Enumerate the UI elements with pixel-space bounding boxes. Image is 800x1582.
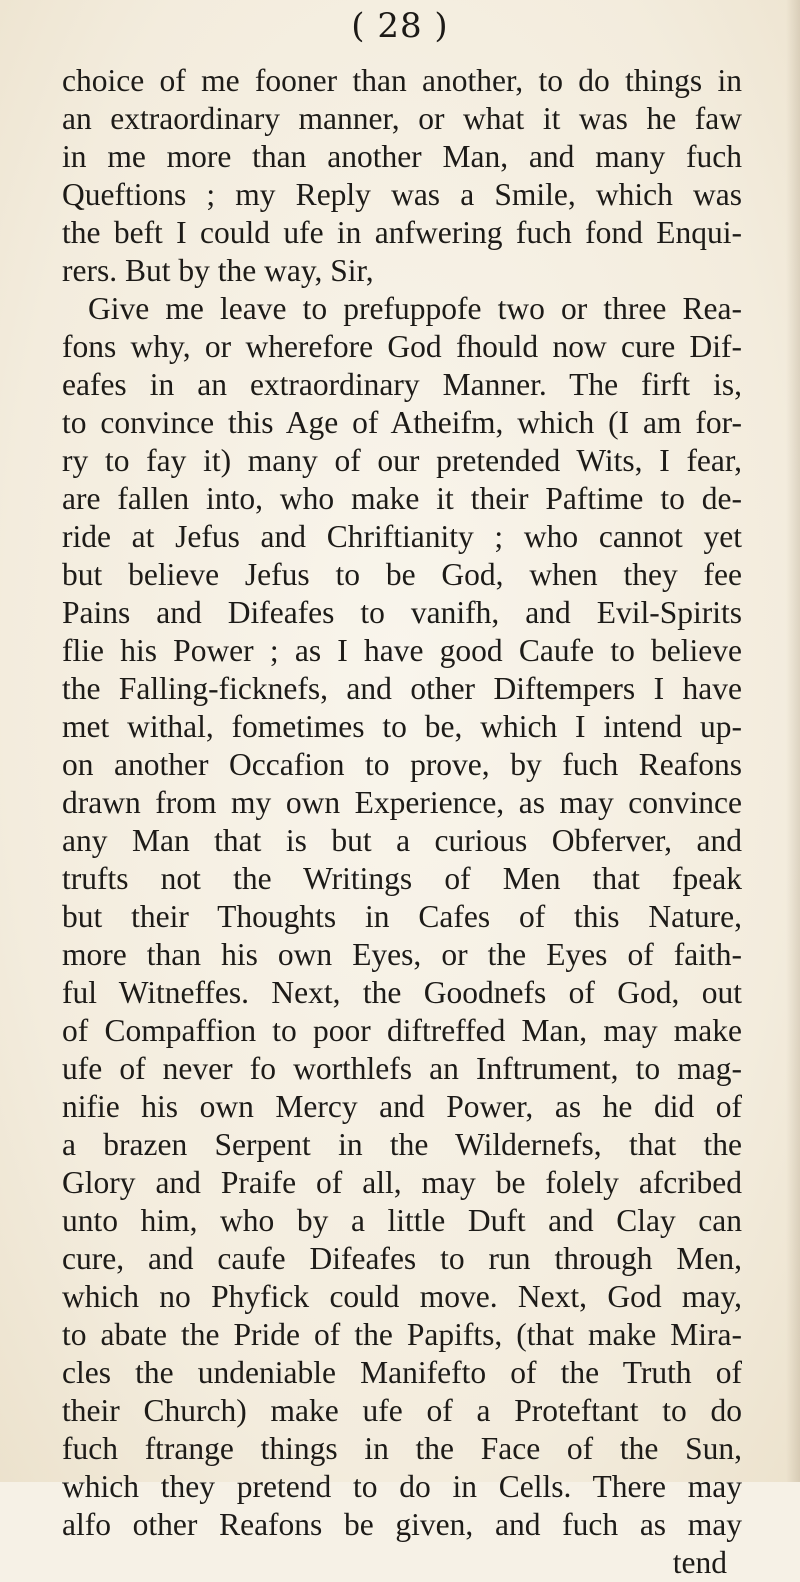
text-line: more than his own Eyes, or the Eyes of faith- [62,937,742,972]
text-line: eafes in an extraordinary Manner. The firft is, [62,367,742,402]
text-line: nifie his own Mercy and Power, as he did of [62,1089,742,1124]
text-line: which they pretend to do in Cells. There may [62,1469,742,1504]
text-line: the beft I could ufe in anfwering fuch fond Enqui- [62,215,742,250]
text-line: in me more than another Man, and many fuch [62,139,742,174]
text-line: fuch ftrange things in the Face of the Sun, [62,1431,742,1466]
text-line: of Compaffion to poor diftreffed Man, may make [62,1013,742,1048]
catchword: tend [672,1545,727,1580]
text-line: their Church) make ufe of a Proteftant to do [62,1393,742,1428]
text-line: flie his Power ; as I have good Caufe to believe [62,633,742,668]
text-line: on another Occafion to prove, by fuch Reafons [62,747,742,782]
text-line: ride at Jefus and Chriftianity ; who cannot yet [62,519,742,554]
text-line: cles the undeniable Manifefto of the Truth of [62,1355,742,1390]
text-line: but their Thoughts in Cafes of this Nature, [62,899,742,934]
text-line: rers. But by the way, Sir, [62,253,374,288]
text-line: alfo other Reafons be given, and fuch as may [62,1507,742,1542]
text-line: but believe Jefus to be God, when they fee [62,557,742,592]
text-line: are fallen into, who make it their Paftime to de- [62,481,742,516]
text-line: met withal, fometimes to be, which I intend up- [62,709,742,744]
text-line: a brazen Serpent in the Wildernefs, that the [62,1127,742,1162]
body-text [62,62,792,1582]
text-line: cure, and caufe Difeafes to run through Men, [62,1241,742,1276]
text-line: to abate the Pride of the Papifts, (that make Mira- [62,1317,742,1352]
text-line: Glory and Praife of all, may be folely afcribed [62,1165,742,1200]
text-line: which no Phyfick could move. Next, God may, [62,1279,742,1314]
text-line: fons why, or wherefore God fhould now cure Dif- [62,329,742,364]
text-line: choice of me fooner than another, to do things in [62,63,742,98]
text-line: trufts not the Writings of Men that fpeak [62,861,742,896]
page-number: ( 28 ) [351,6,449,46]
text-line: the Falling-ficknefs, and other Diftempers I have [62,671,742,706]
text-line: ufe of never fo worthlefs an Inftrument, to mag- [62,1051,742,1086]
text-line: to convince this Age of Atheifm, which (I am for- [62,405,742,440]
text-line: ful Witneffes. Next, the Goodnefs of God, out [62,975,742,1010]
text-line: an extraordinary manner, or what it was he faw [62,101,742,136]
text-line: drawn from my own Experience, as may convince [62,785,742,820]
text-line: Queftions ; my Reply was a Smile, which was [62,177,742,212]
text-line: Pains and Difeafes to vanifh, and Evil-Spirits [62,595,742,630]
text-line: unto him, who by a little Duft and Clay can [62,1203,742,1238]
text-line: any Man that is but a curious Obferver, and [62,823,742,858]
text-line: ry to fay it) many of our pretended Wits, I fear, [62,443,742,478]
page-edge-shadow [786,0,800,1482]
text-line: Give me leave to prefuppofe two or three Rea- [88,291,742,326]
